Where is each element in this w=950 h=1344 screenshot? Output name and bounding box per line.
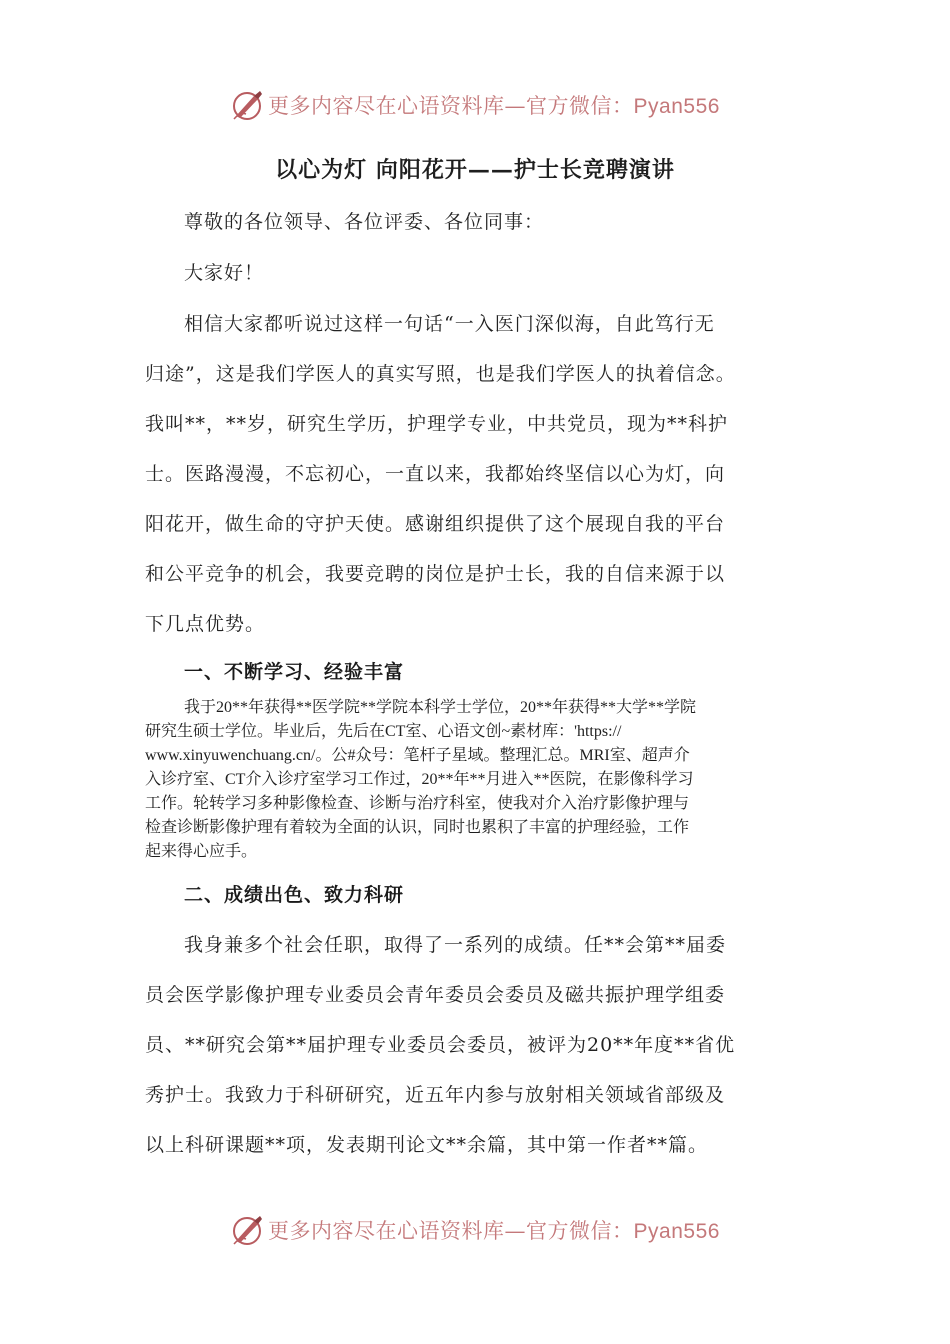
hello: 大家好！ — [184, 262, 265, 284]
section1-line: 检查诊断影像护理有着较为全面的认识，同时也累积了丰富的护理经验，工作 — [145, 819, 690, 836]
header-banner — [0, 80, 950, 130]
pen-logo-icon — [230, 88, 264, 122]
intro-line: 阳花开，做生命的守护天使。感谢组织提供了这个展现自我的平台 — [145, 513, 726, 535]
pen-logo-icon — [230, 1213, 264, 1247]
section2-line: 秀护士。我致力于科研研究，近五年内参与放射相关领域省部级及 — [145, 1084, 726, 1106]
intro-line: 相信大家都听说过这样一句话“一入医门深似海，自此笃行无 — [184, 313, 715, 335]
section2-line: 员会医学影像护理专业委员会青年委员会委员及磁共振护理学组委 — [145, 984, 726, 1006]
section1-line: 工作。轮转学习多种影像检查、诊断与治疗科室，使我对介入治疗影像护理与 — [145, 795, 690, 812]
greeting: 尊敬的各位领导、各位评委、各位同事： — [184, 211, 545, 233]
section2-line: 我身兼多个社会任职，取得了一系列的成绩。任**会第**届委 — [184, 934, 727, 956]
intro-line: 归途”，这是我们学医人的真实写照，也是我们学医人的执着信念。 — [145, 363, 736, 385]
intro-line: 我叫**，**岁，研究生学历，护理学专业，中共党员，现为**科护 — [145, 413, 729, 435]
banner-text: 更多内容尽在心语资料库—官方微信：Pyan556 — [268, 94, 720, 118]
page-title: 以心为灯 向阳花开——护士长竞聘演讲 — [275, 157, 675, 183]
section1-line: www.xinyuwenchuang.cn/。公#众号：笔杆子星域。整理汇总。MRI室、超声介 — [145, 747, 690, 764]
section1-line: 我于20**年获得**医学院**学院本科学士学位，20**年获得**大学**学院 — [184, 699, 697, 716]
section1-line: 入诊疗室、CT介入诊疗室学习工作过，20**年**月进入**医院，在影像科学习 — [145, 771, 694, 788]
section1-line: 起来得心应手。 — [145, 843, 258, 860]
section2-line: 员、**研究会第**届护理专业委员会委员，被评为20**年度**省优 — [145, 1034, 736, 1056]
intro-line: 下几点优势。 — [145, 613, 266, 635]
footer-banner — [0, 1205, 950, 1255]
section-heading: 二、成绩出色、致力科研 — [184, 884, 405, 906]
banner-text: 更多内容尽在心语资料库—官方微信：Pyan556 — [268, 1219, 720, 1243]
intro-line: 和公平竞争的机会，我要竞聘的岗位是护士长，我的自信来源于以 — [145, 563, 726, 585]
section-heading: 一、不断学习、经验丰富 — [184, 661, 405, 683]
section2-line: 以上科研课题**项，发表期刊论文**余篇，其中第一作者**篇。 — [145, 1134, 709, 1156]
intro-line: 士。医路漫漫，不忘初心，一直以来，我都始终坚信以心为灯，向 — [145, 463, 726, 485]
section1-line: 研究生硕士学位。毕业后，先后在CT室、心语文创~素材库：'https:// — [145, 723, 622, 740]
